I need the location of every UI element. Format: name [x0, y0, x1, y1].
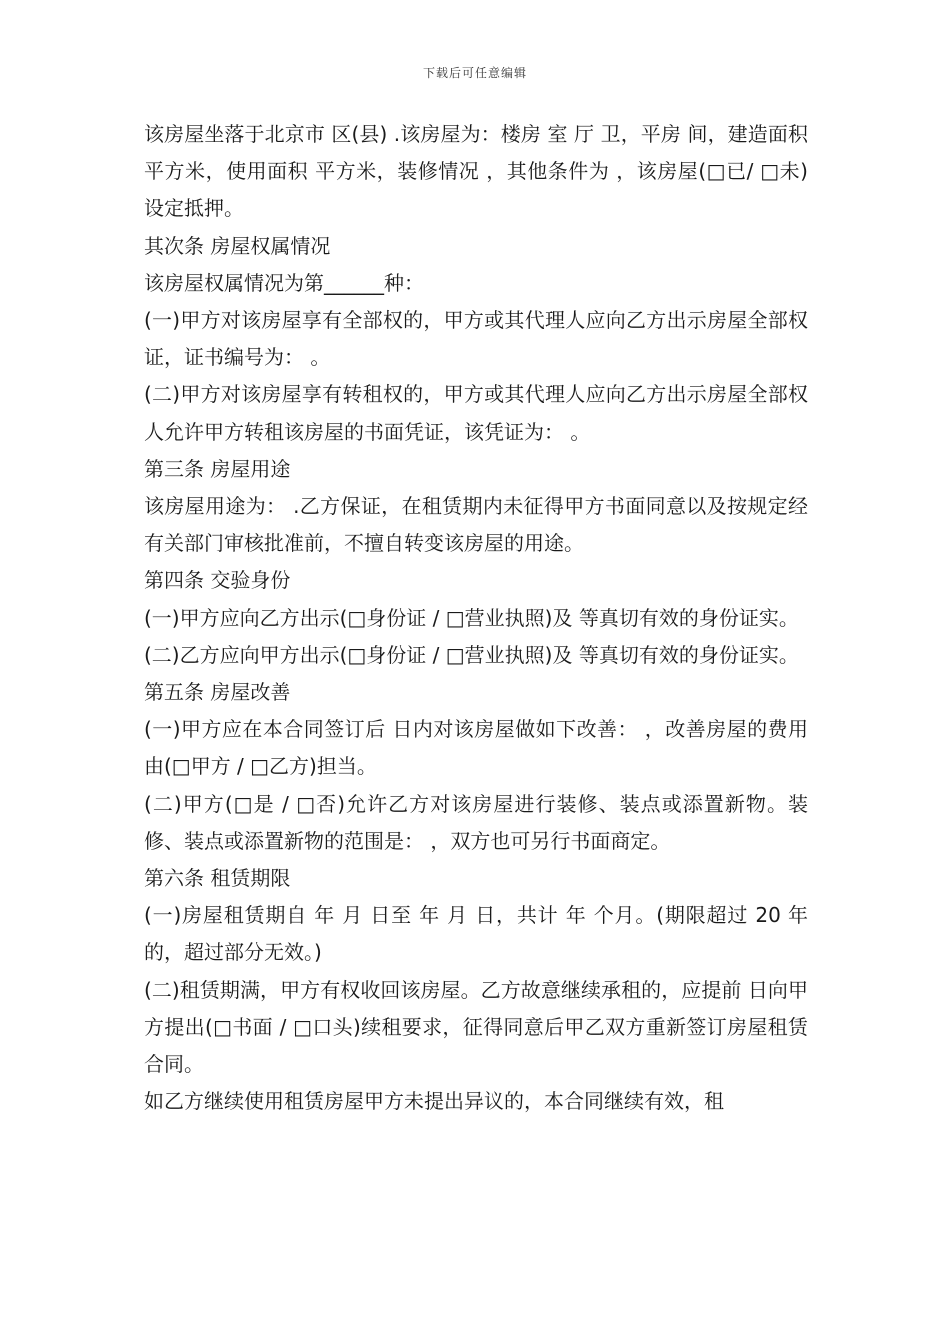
paragraph-usage: 该房屋用途为： .乙方保证，在租赁期内未征得甲方书面同意以及按规定经有关部门审核批准前，不擅自转变该房屋的用途。 — [144, 494, 808, 556]
paragraph-identity-1: (一)甲方应向乙方出示(□身份证 / □营业执照)及 等真切有效的身份证实。 — [144, 605, 799, 630]
paragraph-term-continue: 如乙方继续使用租赁房屋甲方未提出异议的，本合同继续有效，租 — [144, 1089, 724, 1114]
heading-article-3: 第三条 房屋用途 — [144, 456, 291, 481]
heading-article-2: 其次条 房屋权属情况 — [144, 233, 331, 258]
paragraph-improvement-2: (二)甲方(□是 / □否)允许乙方对该房屋进行装修、装点或添置新物。装修、装点或添置新物的范围是： ，双方也可另行书面商定。 — [144, 791, 808, 853]
paragraph-ownership-2: (二)甲方对该房屋享有转租权的，甲方或其代理人应向乙方出示房屋全部权人允许甲方转租该房屋的书面凭证，该凭证为： 。 — [144, 382, 808, 444]
paragraph-term-2: (二)租赁期满，甲方有权收回该房屋。乙方故意继续承租的，应提前 日向甲方提出(□书面 / □口头)续租要求，征得同意后甲乙双方重新签订房屋租赁合同。 — [144, 977, 808, 1077]
paragraph-improvement-1: (一)甲方应在本合同签订后 日内对该房屋做如下改善： ，改善房屋的费用由(□甲方 / □乙方)担当。 — [144, 717, 808, 779]
contract-body — [144, 116, 808, 1120]
paragraph-property-location: 该房屋坐落于北京市 区(县) .该房屋为：楼房 室 厅 卫，平房 间，建造面积 平方米，使用面积 平方米，装修情况 ，其他条件为 ，该房屋(□已/ □未)设定抵押。 — [144, 122, 808, 221]
heading-article-6: 第六条 租赁期限 — [144, 866, 291, 891]
paragraph-identity-2: (二)乙方应向甲方出示(□身份证 / □营业执照)及 等真切有效的身份证实。 — [144, 642, 799, 667]
heading-article-4: 第四条 交验身份 — [144, 568, 291, 593]
paragraph-ownership-1: (一)甲方对该房屋享有全部权的，甲方或其代理人应向乙方出示房屋全部权证，证书编号为： 。 — [144, 308, 808, 370]
paragraph-term-1: (一)房屋租赁期自 年 月 日至 年 月 日，共计 年 个月。(期限超过 20 年的，超过部分无效。) — [144, 903, 808, 965]
heading-article-5: 第五条 房屋改善 — [144, 680, 291, 705]
paragraph-ownership-type: 该房屋权属情况为第______种： — [144, 270, 424, 295]
page-header: 下载后可任意编辑 — [422, 66, 527, 80]
